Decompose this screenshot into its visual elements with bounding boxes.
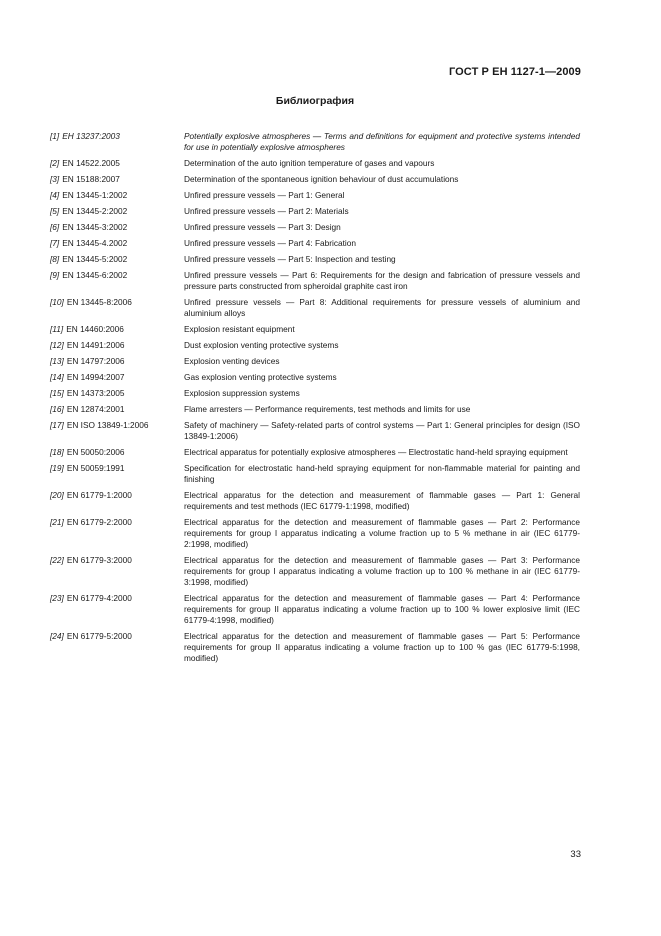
entry-number: [17] [50, 420, 64, 430]
entry-number: [10] [50, 297, 64, 307]
entry-number: [21] [50, 517, 64, 527]
entry-number: [22] [50, 555, 64, 565]
entry-description: Electrical apparatus for the detection and measurement of flammable gases — Part 3: Performance requirements for group I apparatus indicating a volume fraction up to 100 % methane in air (IEC 61779-3:1998, modified) [184, 555, 580, 587]
entry-description: Unfired pressure vessels — Part 3: Design [184, 222, 341, 232]
bibliography-entry [50, 593, 580, 626]
entry-reference [50, 131, 182, 142]
entry-number: [13] [50, 356, 64, 366]
entry-description: Explosion resistant equipment [184, 324, 295, 334]
entry-reference [50, 270, 182, 281]
bibliography-entry [50, 174, 580, 185]
entry-description: Unfired pressure vessels — Part 5: Inspection and testing [184, 254, 396, 264]
entry-reference [50, 372, 182, 383]
entry-reference [50, 324, 182, 335]
entry-number: [6] [50, 222, 60, 232]
page-number: 33 [570, 849, 581, 860]
entry-description: Electrical apparatus for the detection and measurement of flammable gases — Part 4: Performance requirements for group II apparatus indicating a volume fraction up to 100 % lower explosive limit (IEC 61779-4:1998, modified) [184, 593, 580, 625]
entry-number: [24] [50, 631, 64, 641]
entry-code: EN 14460:2006 [66, 324, 124, 334]
bibliography-entry [50, 222, 580, 233]
entry-description: Specification for electrostatic hand-held spraying equipment for non-flammable material for painting and finishing [184, 463, 580, 484]
entry-reference [50, 388, 182, 399]
entry-description: Potentially explosive atmospheres — Terms and definitions for equipment and protective systems intended for use in potentially explosive atmospheres [184, 131, 580, 152]
bibliography-entry [50, 238, 580, 249]
entry-reference [50, 174, 182, 185]
bibliography-entry [50, 372, 580, 383]
entry-number: [4] [50, 190, 60, 200]
entry-code: EN 13445-1:2002 [62, 190, 128, 200]
entry-reference [50, 490, 182, 501]
entry-code: EN 14522.2005 [62, 158, 120, 168]
entry-code: EN 61779-3:2000 [66, 555, 132, 565]
bibliography-entry [50, 490, 580, 512]
entry-code: EN 13445-2:2002 [62, 206, 128, 216]
bibliography-list [50, 131, 580, 669]
entry-description: Electrical apparatus for the detection and measurement of flammable gases — Part 2: Performance requirements for group I apparatus indicating a volume fraction up to 5 % methane in air (IEC 61779-2:1998, modified) [184, 517, 580, 549]
bibliography-entry [50, 158, 580, 169]
bibliography-entry [50, 340, 580, 351]
entry-description: Electrical apparatus for potentially explosive atmospheres — Electrostatic hand-held spraying equipment [184, 447, 568, 457]
entry-description: Unfired pressure vessels — Part 8: Additional requirements for pressure vessels of aluminium and aluminium alloys [184, 297, 580, 318]
entry-code: EN 14797:2006 [66, 356, 125, 366]
bibliography-entry [50, 388, 580, 399]
entry-reference [50, 297, 182, 308]
entry-description: Electrical apparatus for the detection and measurement of flammable gases — Part 1: General requirements and test methods (IEC 61779-1:1998, modified) [184, 490, 580, 511]
entry-code: EN 14373:2005 [66, 388, 125, 398]
entry-code: EN 61779-4:2000 [66, 593, 132, 603]
entry-number: [5] [50, 206, 60, 216]
entry-code: EN 13445-3:2002 [62, 222, 128, 232]
entry-number: [19] [50, 463, 64, 473]
entry-code: EN 61779-1:2000 [66, 490, 132, 500]
bibliography-entry [50, 206, 580, 217]
entry-number: [16] [50, 404, 64, 414]
entry-reference [50, 190, 182, 201]
entry-code: EN 15188:2007 [62, 174, 120, 184]
entry-number: [11] [50, 324, 64, 334]
entry-number: [2] [50, 158, 60, 168]
entry-description: Explosion suppression systems [184, 388, 300, 398]
bibliography-entry [50, 270, 580, 292]
entry-number: [9] [50, 270, 60, 280]
entry-code: EN 13445-5:2002 [62, 254, 128, 264]
entry-number: [18] [50, 447, 64, 457]
entry-code: EN 14491:2006 [66, 340, 125, 350]
entry-description: Determination of the auto ignition temperature of gases and vapours [184, 158, 435, 168]
entry-description: Unfired pressure vessels — Part 1: General [184, 190, 345, 200]
entry-description: Unfired pressure vessels — Part 4: Fabrication [184, 238, 356, 248]
bibliography-entry [50, 631, 580, 664]
entry-reference [50, 404, 182, 415]
bibliography-entry [50, 517, 580, 550]
standard-id: ГОСТ Р ЕН 1127-1—2009 [448, 66, 581, 78]
entry-code: EN 50059:1991 [66, 463, 125, 473]
bibliography-entry [50, 420, 580, 442]
entry-description: Dust explosion venting protective systems [184, 340, 339, 350]
entry-number: [1] [50, 131, 60, 141]
entry-reference [50, 158, 182, 169]
bibliography-entry [50, 131, 580, 153]
entry-number: [15] [50, 388, 64, 398]
entry-code: EN 61779-2:2000 [66, 517, 132, 527]
entry-code: EN 13445-4.2002 [62, 238, 128, 248]
entry-reference [50, 420, 182, 431]
bibliography-entry [50, 324, 580, 335]
entry-reference [50, 206, 182, 217]
bibliography-entry [50, 447, 580, 458]
entry-reference [50, 340, 182, 351]
entry-reference [50, 593, 182, 604]
bibliography-entry [50, 356, 580, 367]
entry-number: [3] [50, 174, 60, 184]
entry-reference [50, 517, 182, 528]
entry-description: Flame arresters — Performance requirements, test methods and limits for use [184, 404, 471, 414]
entry-description: Safety of machinery — Safety-related parts of control systems — Part 1: General principles for design (ISO 13849-1:2006) [184, 420, 580, 441]
entry-reference [50, 356, 182, 367]
entry-code: EN 13445-6:2002 [62, 270, 128, 280]
entry-description: Explosion venting devices [184, 356, 280, 366]
bibliography-entry [50, 190, 580, 201]
entry-number: [14] [50, 372, 64, 382]
entry-code: EN 14994:2007 [66, 372, 125, 382]
entry-reference [50, 254, 182, 265]
entry-description: Determination of the spontaneous ignition behaviour of dust accumulations [184, 174, 459, 184]
entry-number: [12] [50, 340, 64, 350]
entry-reference [50, 555, 182, 566]
entry-reference [50, 222, 182, 233]
bibliography-entry [50, 463, 580, 485]
entry-description: Gas explosion venting protective systems [184, 372, 337, 382]
bibliography-entry [50, 555, 580, 588]
entry-number: [8] [50, 254, 60, 264]
entry-code: EN ISO 13849-1:2006 [66, 420, 149, 430]
page-title: Библиография [275, 95, 355, 107]
bibliography-entry [50, 404, 580, 415]
entry-description: Electrical apparatus for the detection and measurement of flammable gases — Part 5: Performance requirements for group II apparatus indicating a volume fraction up to 100 % gas (IEC 61779-5:1998, modified) [184, 631, 580, 663]
bibliography-entry [50, 254, 580, 265]
entry-description: Unfired pressure vessels — Part 6: Requirements for the design and fabrication of pressure vessels and pressure parts constructed from spheroidal graphite cast iron [184, 270, 580, 291]
entry-reference [50, 238, 182, 249]
entry-code: EN 12874:2001 [66, 404, 125, 414]
entry-number: [20] [50, 490, 64, 500]
entry-description: Unfired pressure vessels — Part 2: Materials [184, 206, 349, 216]
entry-code: EN 61779-5:2000 [66, 631, 132, 641]
entry-code: ЕН 13237:2003 [62, 131, 120, 141]
entry-code: EN 50050:2006 [66, 447, 125, 457]
bibliography-entry [50, 297, 580, 319]
entry-reference [50, 631, 182, 642]
entry-reference [50, 463, 182, 474]
entry-number: [23] [50, 593, 64, 603]
entry-number: [7] [50, 238, 60, 248]
entry-code: EN 13445-8:2006 [66, 297, 132, 307]
entry-reference [50, 447, 182, 458]
